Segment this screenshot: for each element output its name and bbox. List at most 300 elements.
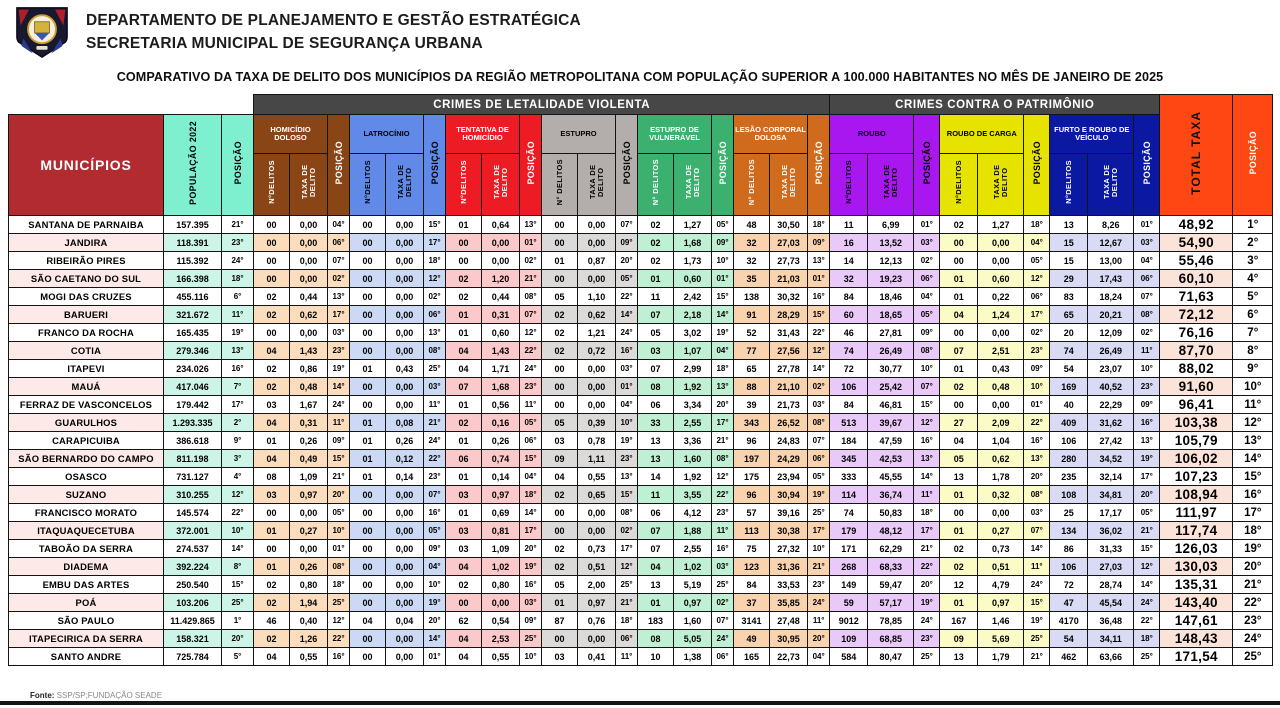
crime-rate-cell: 0,00 (482, 594, 520, 612)
crime-rate-cell: 0,31 (482, 306, 520, 324)
population-position-cell: 23° (222, 234, 254, 252)
crime-count-cell: 84 (734, 576, 770, 594)
crime-position-cell: 06° (808, 450, 830, 468)
municipality-cell: COTIA (9, 342, 164, 360)
crime-table (8, 94, 1273, 666)
crime-rate-cell: 0,14 (386, 468, 424, 486)
crime-count-cell: 01 (940, 288, 978, 306)
total-rate-cell: 148,43 (1160, 630, 1233, 648)
table-row (9, 234, 1273, 252)
crime-count-cell: 96 (734, 432, 770, 450)
total-position-cell: 19° (1233, 540, 1273, 558)
crime-count-cell: 72 (1050, 576, 1088, 594)
crime-position-cell: 08° (328, 558, 350, 576)
crime-count-cell: 04 (254, 414, 290, 432)
crime-count-cell: 00 (254, 540, 290, 558)
crime-position-cell: 20° (1134, 486, 1160, 504)
crime-rate-cell: 13,00 (1088, 252, 1134, 270)
crime-position-cell: 07° (520, 306, 542, 324)
crime-position-cell: 13° (328, 288, 350, 306)
crime-rate-cell: 0,43 (978, 360, 1024, 378)
crime-rate-cell: 0,00 (978, 396, 1024, 414)
crime-position-cell: 24° (712, 630, 734, 648)
crime-rate-cell: 0,00 (578, 630, 616, 648)
crime-rate-cell: 2,51 (978, 342, 1024, 360)
crime-count-cell: 07 (638, 522, 674, 540)
crime-header-4: ESTUPRO DE VULNERÁVEL (638, 115, 712, 154)
crime-position-cell: 16° (616, 342, 638, 360)
crime-position-cell: 08° (914, 342, 940, 360)
total-position-cell: 3° (1233, 252, 1273, 270)
subheader-taxa-8 (1088, 154, 1134, 216)
crime-rate-cell: 1,27 (978, 216, 1024, 234)
total-rate-cell: 126,03 (1160, 540, 1233, 558)
crime-rate-cell: 0,55 (290, 648, 328, 666)
crime-position-cell: 20° (520, 540, 542, 558)
crime-count-cell: 01 (350, 360, 386, 378)
crime-position-cell: 25° (616, 576, 638, 594)
crime-count-cell: 00 (254, 324, 290, 342)
crime-position-cell: 17° (1024, 306, 1050, 324)
subheader-taxa-7 (978, 154, 1024, 216)
crime-position-cell: 03° (712, 558, 734, 576)
crime-rate-cell: 23,07 (1088, 360, 1134, 378)
municipality-cell: SANTO ANDRE (9, 648, 164, 666)
crime-count-cell: 54 (1050, 360, 1088, 378)
crime-rate-cell: 2,53 (482, 630, 520, 648)
column-header-populacao-label: POPULAÇÃO 2022 (187, 120, 198, 205)
crime-header-5: LESÃO CORPORAL DOLOSA (734, 115, 808, 154)
crime-rate-cell: 3,02 (674, 324, 712, 342)
source-note (30, 691, 162, 700)
total-rate-cell: 107,23 (1160, 468, 1233, 486)
crime-position-cell: 20° (424, 612, 446, 630)
crime-rate-cell: 36,48 (1088, 612, 1134, 630)
crime-position-cell: 19° (712, 324, 734, 342)
total-position-cell: 13° (1233, 432, 1273, 450)
crime-rate-cell: 39,67 (868, 414, 914, 432)
crime-position-cell: 24° (914, 612, 940, 630)
municipality-cell: GUARULHOS (9, 414, 164, 432)
crime-count-cell: 06 (638, 504, 674, 522)
crime-count-cell: 02 (542, 540, 578, 558)
population-position-cell: 22° (222, 504, 254, 522)
crime-rate-cell: 17,43 (1088, 270, 1134, 288)
crime-position-cell: 19° (424, 594, 446, 612)
crime-rate-cell: 0,00 (386, 558, 424, 576)
population-cell: 11.429.865 (164, 612, 222, 630)
crime-position-cell: 13° (808, 252, 830, 270)
population-position-cell: 7° (222, 378, 254, 396)
crime-count-cell: 01 (940, 360, 978, 378)
crime-rate-cell: 0,44 (290, 288, 328, 306)
municipality-cell: FRANCO DA ROCHA (9, 324, 164, 342)
crime-position-cell: 23° (424, 468, 446, 486)
crime-count-cell: 57 (734, 504, 770, 522)
crime-position-cell: 06° (328, 234, 350, 252)
crime-count-cell: 00 (940, 252, 978, 270)
crime-count-cell: 72 (830, 360, 868, 378)
crime-position-cell: 03° (520, 594, 542, 612)
crime-position-cell: 01° (914, 216, 940, 234)
crime-header-6: ROUBO (830, 115, 914, 154)
crime-count-cell: 343 (734, 414, 770, 432)
municipal-shield-logo-icon (14, 5, 70, 59)
crime-count-cell: 06 (638, 396, 674, 414)
table-row (9, 576, 1273, 594)
crime-position-cell: 18° (424, 252, 446, 270)
subheader-taxa-1-label: TAXA DE DELITO (395, 164, 413, 200)
crime-position-cell: 05° (712, 216, 734, 234)
crime-position-cell: 22° (424, 450, 446, 468)
crime-rate-cell: 0,00 (386, 540, 424, 558)
crime-position-cell: 01° (520, 234, 542, 252)
crime-count-cell: 02 (542, 342, 578, 360)
crime-count-cell: 01 (446, 324, 482, 342)
crime-position-cell: 16° (1024, 432, 1050, 450)
crime-position-cell: 09° (808, 234, 830, 252)
total-position-cell: 2° (1233, 234, 1273, 252)
crime-count-cell: 409 (1050, 414, 1088, 432)
crime-rate-cell: 0,00 (290, 270, 328, 288)
crime-position-cell: 09° (712, 234, 734, 252)
crime-count-cell: 03 (254, 486, 290, 504)
crime-rate-cell: 0,27 (978, 522, 1024, 540)
crime-rate-cell: 0,56 (482, 396, 520, 414)
crime-rate-cell: 1,07 (674, 342, 712, 360)
population-cell: 310.255 (164, 486, 222, 504)
crime-rate-cell: 0,49 (290, 450, 328, 468)
crime-position-cell: 15° (424, 216, 446, 234)
crime-rate-cell: 0,26 (290, 558, 328, 576)
crime-rate-cell: 0,00 (578, 234, 616, 252)
page-header (14, 5, 581, 59)
crime-count-cell: 09 (940, 630, 978, 648)
crime-position-cell: 16° (328, 648, 350, 666)
crime-count-cell: 02 (254, 594, 290, 612)
crime-rate-cell: 3,55 (674, 486, 712, 504)
subheader-ndelitos-0-label: N°DELITOS (266, 160, 276, 204)
population-cell: 145.574 (164, 504, 222, 522)
population-position-cell: 5° (222, 648, 254, 666)
subheader-ndelitos-7-label: N°DELITOS (953, 160, 963, 204)
population-position-cell: 11° (222, 306, 254, 324)
crime-position-cell: 08° (520, 288, 542, 306)
crime-position-cell: 02° (1134, 324, 1160, 342)
crime-count-cell: 280 (1050, 450, 1088, 468)
total-position-cell: 21° (1233, 576, 1273, 594)
crime-count-cell: 235 (1050, 468, 1088, 486)
crime-count-cell: 00 (350, 252, 386, 270)
header-spacer (9, 95, 254, 115)
crime-position-cell: 05° (616, 270, 638, 288)
crime-rate-cell: 0,69 (482, 504, 520, 522)
population-cell: 250.540 (164, 576, 222, 594)
crime-count-cell: 07 (638, 360, 674, 378)
crime-position-cell: 01° (808, 270, 830, 288)
crime-count-cell: 15 (1050, 252, 1088, 270)
crime-position-cell: 10° (1134, 360, 1160, 378)
crime-count-cell: 01 (446, 306, 482, 324)
crime-count-cell: 01 (446, 396, 482, 414)
crime-rate-cell: 45,55 (868, 468, 914, 486)
crime-count-cell: 02 (446, 288, 482, 306)
crime-position-cell: 25° (914, 648, 940, 666)
crime-position-cell: 20° (712, 396, 734, 414)
crime-count-cell: 40 (1050, 396, 1088, 414)
crime-posicao-header-6 (914, 115, 940, 216)
crime-count-cell: 14 (638, 468, 674, 486)
subheader-taxa-6-label: TAXA DE DELITO (881, 164, 899, 200)
crime-position-cell: 10° (914, 360, 940, 378)
crime-rate-cell: 6,99 (868, 216, 914, 234)
crime-rate-cell: 0,44 (482, 288, 520, 306)
crime-position-cell: 17° (914, 522, 940, 540)
crime-rate-cell: 22,73 (770, 648, 808, 666)
total-rate-cell: 130,03 (1160, 558, 1233, 576)
crime-position-cell: 25° (328, 594, 350, 612)
crime-rate-cell: 0,27 (290, 522, 328, 540)
crime-count-cell: 01 (542, 252, 578, 270)
crime-position-cell: 11° (424, 396, 446, 414)
crime-count-cell: 00 (350, 504, 386, 522)
crime-position-cell: 17° (808, 522, 830, 540)
crime-rate-cell: 19,23 (868, 270, 914, 288)
crime-position-cell: 18° (914, 504, 940, 522)
crime-count-cell: 00 (542, 504, 578, 522)
crime-position-cell: 23° (1134, 378, 1160, 396)
crime-position-cell: 10° (808, 540, 830, 558)
table-row (9, 342, 1273, 360)
crime-position-cell: 17° (424, 234, 446, 252)
crime-position-cell: 04° (616, 396, 638, 414)
crime-rate-cell: 4,12 (674, 504, 712, 522)
crime-rate-cell: 0,00 (386, 306, 424, 324)
crime-count-cell: 03 (446, 522, 482, 540)
crime-position-cell: 25° (1134, 648, 1160, 666)
header-total-taxa-label: TOTAL TAXA (1189, 110, 1204, 195)
crime-position-cell: 03° (808, 396, 830, 414)
population-cell: 279.346 (164, 342, 222, 360)
crime-position-cell: 25° (424, 360, 446, 378)
crime-rate-cell: 0,00 (290, 234, 328, 252)
crime-posicao-header-6-label: POSIÇÃO (921, 140, 932, 185)
crime-rate-cell: 0,00 (578, 270, 616, 288)
crime-count-cell: 02 (638, 252, 674, 270)
crime-position-cell: 15° (328, 450, 350, 468)
crime-rate-cell: 0,64 (482, 216, 520, 234)
crime-count-cell: 02 (542, 306, 578, 324)
crime-count-cell: 00 (350, 288, 386, 306)
total-position-cell: 1° (1233, 216, 1273, 234)
total-rate-cell: 103,38 (1160, 414, 1233, 432)
population-cell: 811.198 (164, 450, 222, 468)
subheader-taxa-8-label: TAXA DE DELITO (1101, 164, 1119, 200)
crime-rate-cell: 0,16 (482, 414, 520, 432)
population-cell: 103.206 (164, 594, 222, 612)
crime-rate-cell: 0,00 (386, 504, 424, 522)
total-rate-cell: 105,79 (1160, 432, 1233, 450)
crime-rate-cell: 0,00 (386, 234, 424, 252)
municipality-cell: MAUÁ (9, 378, 164, 396)
crime-position-cell: 07° (424, 486, 446, 504)
subheader-ndelitos-8-label: N°DELITOS (1063, 160, 1073, 204)
crime-rate-cell: 1,11 (578, 450, 616, 468)
population-cell: 158.321 (164, 630, 222, 648)
crime-position-cell: 10° (1024, 378, 1050, 396)
crime-count-cell: 179 (830, 522, 868, 540)
subheader-taxa-3 (578, 154, 616, 216)
crime-count-cell: 00 (350, 558, 386, 576)
population-cell: 386.618 (164, 432, 222, 450)
crime-posicao-header-2-label: POSIÇÃO (525, 140, 536, 185)
crime-count-cell: 4170 (1050, 612, 1088, 630)
total-position-cell: 11° (1233, 396, 1273, 414)
crime-position-cell: 06° (424, 306, 446, 324)
crime-rate-cell: 57,17 (868, 594, 914, 612)
table-row (9, 594, 1273, 612)
crime-rate-cell: 0,00 (386, 216, 424, 234)
crime-count-cell: 10 (638, 648, 674, 666)
crime-rate-cell: 62,29 (868, 540, 914, 558)
table-row (9, 522, 1273, 540)
subheader-taxa-5 (770, 154, 808, 216)
table-row (9, 414, 1273, 432)
population-position-cell: 9° (222, 432, 254, 450)
crime-position-cell: 06° (1024, 288, 1050, 306)
crime-rate-cell: 0,00 (386, 270, 424, 288)
population-position-cell: 15° (222, 576, 254, 594)
crime-rate-cell: 1,68 (674, 234, 712, 252)
crime-count-cell: 46 (254, 612, 290, 630)
crime-posicao-header-1 (424, 115, 446, 216)
crime-position-cell: 19° (914, 594, 940, 612)
crime-position-cell: 01° (712, 270, 734, 288)
crime-count-cell: 183 (638, 612, 674, 630)
crime-position-cell: 20° (1024, 468, 1050, 486)
crime-rate-cell: 0,04 (386, 612, 424, 630)
crime-rate-cell: 1,24 (978, 306, 1024, 324)
crime-position-cell: 07° (328, 252, 350, 270)
crime-position-cell: 22° (1024, 414, 1050, 432)
crime-rate-cell: 0,39 (578, 414, 616, 432)
population-position-cell: 18° (222, 270, 254, 288)
crime-count-cell: 02 (940, 216, 978, 234)
crime-rate-cell: 25,42 (868, 378, 914, 396)
total-rate-cell: 72,12 (1160, 306, 1233, 324)
crime-rate-cell: 26,49 (1088, 342, 1134, 360)
crime-count-cell: 02 (940, 378, 978, 396)
crime-rate-cell: 1,46 (978, 612, 1024, 630)
municipality-cell: POÁ (9, 594, 164, 612)
crime-rate-cell: 39,16 (770, 504, 808, 522)
crime-count-cell: 13 (940, 468, 978, 486)
crime-position-cell: 15° (712, 288, 734, 306)
crime-position-cell: 14° (424, 630, 446, 648)
crime-count-cell: 02 (542, 486, 578, 504)
crime-count-cell: 584 (830, 648, 868, 666)
crime-count-cell: 106 (1050, 432, 1088, 450)
crime-count-cell: 00 (542, 360, 578, 378)
population-position-cell: 17° (222, 396, 254, 414)
crime-count-cell: 07 (638, 306, 674, 324)
crime-position-cell: 08° (808, 414, 830, 432)
crime-rate-cell: 1,20 (482, 270, 520, 288)
crime-posicao-header-2 (520, 115, 542, 216)
total-position-cell: 4° (1233, 270, 1273, 288)
crime-count-cell: 02 (254, 630, 290, 648)
crime-position-cell: 23° (328, 342, 350, 360)
crime-rate-cell: 2,09 (978, 414, 1024, 432)
org-line1: DEPARTAMENTO DE PLANEJAMENTO E GESTÃO ESTRATÉGICA (86, 12, 581, 29)
crime-count-cell: 14 (830, 252, 868, 270)
table-row (9, 432, 1273, 450)
crime-count-cell: 00 (446, 594, 482, 612)
crime-rate-cell: 4,79 (978, 576, 1024, 594)
crime-position-cell: 23° (520, 378, 542, 396)
crime-position-cell: 16° (520, 576, 542, 594)
crime-rate-cell: 0,00 (578, 378, 616, 396)
subheader-ndelitos-4-label: N° DELITOS (650, 158, 660, 206)
crime-position-cell: 11° (914, 486, 940, 504)
crime-rate-cell: 0,00 (290, 216, 328, 234)
crime-rate-cell: 1,67 (290, 396, 328, 414)
crime-rate-cell: 1,79 (978, 648, 1024, 666)
crime-position-cell: 12° (328, 612, 350, 630)
crime-rate-cell: 0,00 (386, 378, 424, 396)
crime-count-cell: 15 (1050, 234, 1088, 252)
crime-rate-cell: 47,59 (868, 432, 914, 450)
crime-count-cell: 86 (1050, 540, 1088, 558)
crime-rate-cell: 0,00 (578, 504, 616, 522)
total-position-cell: 23° (1233, 612, 1273, 630)
crime-position-cell: 08° (712, 450, 734, 468)
crime-count-cell: 169 (1050, 378, 1088, 396)
total-position-cell: 7° (1233, 324, 1273, 342)
crime-count-cell: 47 (1050, 594, 1088, 612)
crime-rate-cell: 0,97 (578, 594, 616, 612)
population-position-cell: 2° (222, 414, 254, 432)
crime-count-cell: 13 (1050, 216, 1088, 234)
total-rate-cell: 111,97 (1160, 504, 1233, 522)
crime-position-cell: 18° (1134, 630, 1160, 648)
crime-position-cell: 14° (520, 504, 542, 522)
crime-position-cell: 17° (520, 522, 542, 540)
crime-rate-cell: 31,36 (770, 558, 808, 576)
crime-rate-cell: 0,87 (578, 252, 616, 270)
subheader-ndelitos-3 (542, 154, 578, 216)
crime-rate-cell: 0,81 (482, 522, 520, 540)
crime-position-cell: 19° (616, 432, 638, 450)
crime-position-cell: 07° (712, 612, 734, 630)
crime-rate-cell: 0,26 (386, 432, 424, 450)
crime-count-cell: 02 (940, 558, 978, 576)
crime-rate-cell: 2,00 (578, 576, 616, 594)
crime-count-cell: 32 (830, 270, 868, 288)
crime-count-cell: 00 (350, 594, 386, 612)
crime-count-cell: 59 (830, 594, 868, 612)
crime-rate-cell: 0,00 (578, 522, 616, 540)
crime-count-cell: 108 (1050, 486, 1088, 504)
table-row (9, 306, 1273, 324)
crime-position-cell: 21° (808, 558, 830, 576)
crime-count-cell: 04 (446, 342, 482, 360)
crime-rate-cell: 5,69 (978, 630, 1024, 648)
crime-rate-cell: 1,02 (674, 558, 712, 576)
crime-position-cell: 25° (520, 630, 542, 648)
crime-rate-cell: 0,12 (386, 450, 424, 468)
crime-rate-cell: 5,05 (674, 630, 712, 648)
